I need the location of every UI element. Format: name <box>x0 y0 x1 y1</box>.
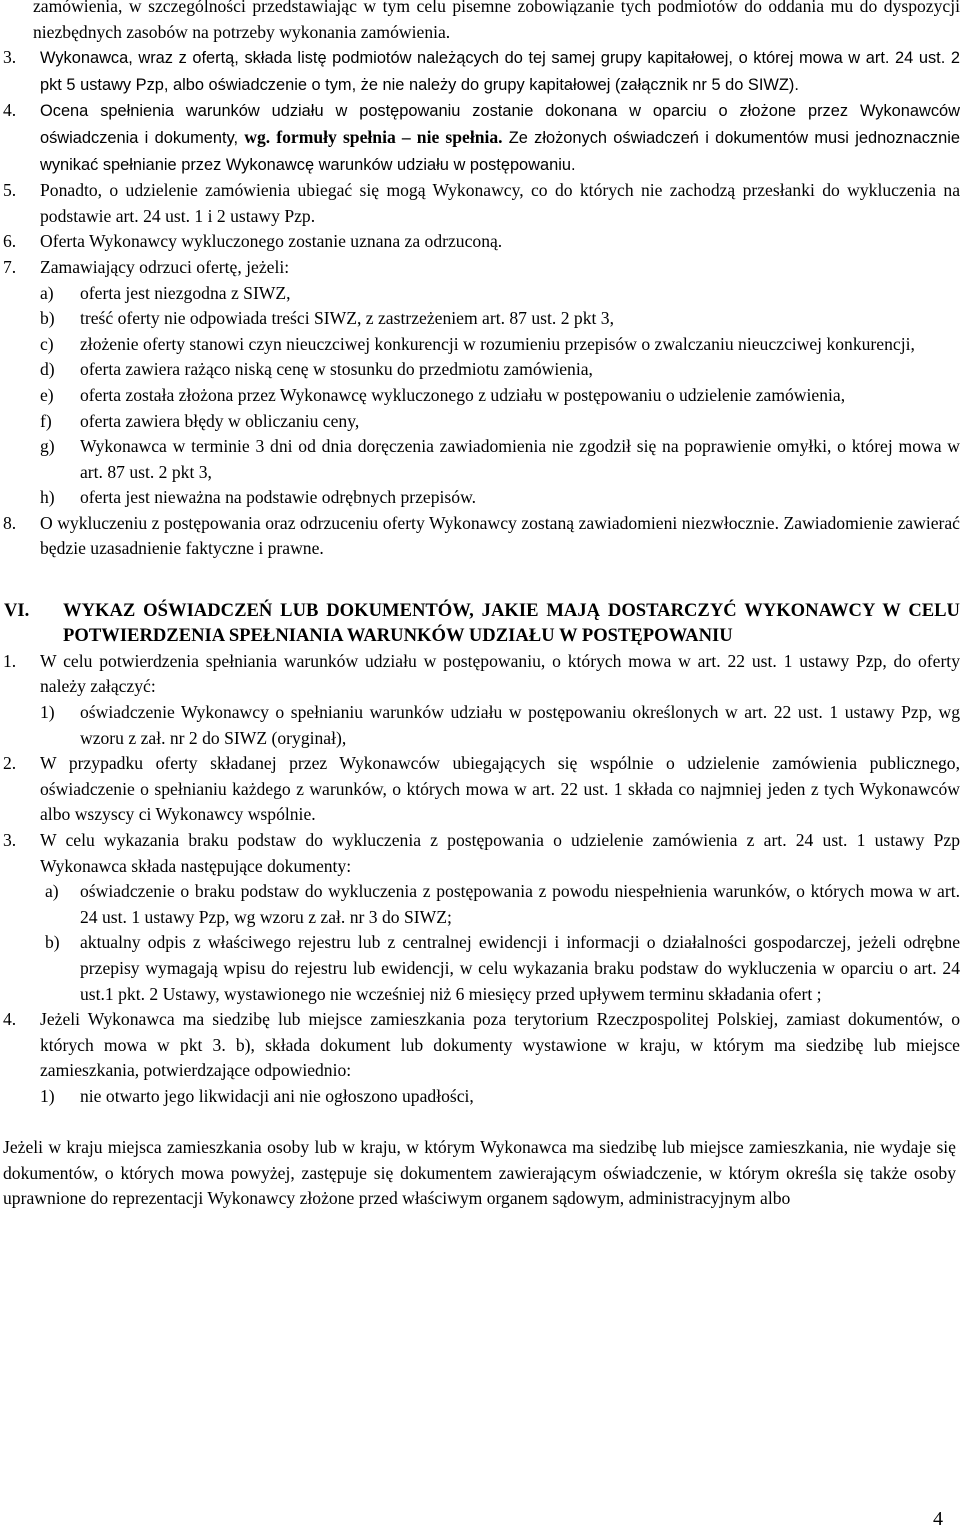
sub-item-d <box>0 357 960 383</box>
sub-item-text: oferta zawiera rażąco niską cenę w stosunku do przedmiotu zamówienia, <box>80 359 593 380</box>
sub-item-c <box>0 332 960 358</box>
item-text: W celu potwierdzenia spełniania warunków udziału w postępowaniu, o których mowa w art. 22 ust. 1 ustawy Pzp, do oferty należy załączyć: <box>40 650 960 697</box>
sub-item-text: oferta została złożona przez Wykonawcę wykluczonego z udziału w postępowaniu o udzielenie zamówienia, <box>80 384 846 405</box>
sub-item-letter: f) <box>40 410 52 431</box>
item-number: 4. <box>3 100 17 121</box>
spacer <box>0 562 960 588</box>
item-text: W celu wykazania braku podstaw do wykluczenia z postępowania o udzielenie zamówienia z art. 24 ust. 1 ustawy Pzp Wykonawca składa następujące dokumenty: <box>40 830 960 876</box>
item-text: Oferta Wykonawcy wykluczonego zostanie uznana za odrzuconą. <box>40 231 503 252</box>
list-item-4 <box>0 98 960 178</box>
sub-item-number: 1) <box>40 1085 55 1106</box>
item-number: 3. <box>3 47 17 68</box>
item-number: 3. <box>3 830 17 850</box>
sub-item-g <box>0 434 960 485</box>
list-item-6 <box>0 229 960 255</box>
section-point-4-sub-1 <box>0 1084 960 1110</box>
sub-item-letter: a) <box>45 881 59 902</box>
sub-item-f <box>0 409 960 435</box>
item-number: 5. <box>3 180 17 201</box>
item-text: Ponadto, o udzielenie zamówienia ubiegać się mogą Wykonawcy, co do których nie zachodzą przesłanki do wykluczenia na podstawie art. 24 ust. 1 i 2 ustawy Pzp. <box>40 180 960 226</box>
text-line: zamówienia, w szczególności przedstawiając w tym celu pisemne zobowiązanie tych podmiotów <box>33 0 738 16</box>
section-title: WYKAZ OŚWIADCZEŃ LUB DOKUMENTÓW, JAKIE MAJĄ DOSTARCZYĆ WYKONAWCY W CELU POTWIERDZENIA SPEŁNIANIA WARUNKÓW UDZIAŁU W POSTĘPOWANIU <box>63 599 960 647</box>
sub-item-text: treść oferty nie odpowiada treści SIWZ, z zastrzeżeniem art. 87 ust. 2 pkt 3, <box>80 308 614 329</box>
item-text: Jeżeli Wykonawca ma siedzibę lub miejsce zamieszkania poza terytorium Rzeczpospolitej Polskiej, zamiast dokumentów, o których mowa w pkt 3. b), składa dokument lub dokumenty wystawione w kraju, w którym ma siedzibę lub miejsce zamieszkania, potwierdzające odpowiednio: <box>40 1009 960 1081</box>
section-point-1 <box>0 649 960 700</box>
item-text: Wykonawca, wraz z ofertą, składa listę podmiotów należących do tej samej grupy kapitałowej, o której mowa w art. 24 ust. 2 pkt 5 ustawy Pzp, albo oświadczenie o tym, że nie należy do grupy kapitałowej (załącznik nr 5 do SIWZ). <box>40 49 960 94</box>
sub-item-text: oferta jest niezgodna z SIWZ, <box>80 282 291 303</box>
item-number: 7. <box>3 256 17 277</box>
list-item-8 <box>0 511 960 562</box>
sub-item-text: oświadczenie Wykonawcy o spełnianiu warunków udziału w postępowaniu określonych w art. 22 ust. 1 ustawy Pzp, wg wzoru z zał. nr 2 do SIWZ (oryginał), <box>80 702 960 748</box>
closing-paragraph: Jeżeli w kraju miejsca zamieszkania osoby lub w kraju, w którym Wykonawca ma siedzibę lub miejsce zamieszkania, nie wydaje się dokumentów, o których mowa powyżej, zastępuje się dokumentem zawierającym oświadczenie, w którym określa się także osoby uprawnione do reprezentacji Wykonawcy złożone przed właściwym organem sądowym, administracyjnym albo <box>3 1137 956 1209</box>
sub-item-letter: b) <box>45 932 60 953</box>
section-point-3-sub-a <box>0 879 960 930</box>
sub-item-text: oferta zawiera błędy w obliczaniu ceny, <box>80 410 360 431</box>
sub-item-b <box>0 306 960 332</box>
sub-item-number: 1) <box>40 702 55 723</box>
page-number: 4 <box>933 1508 943 1531</box>
item-text: Ze złożonych oświadczeń i dokumentów musi jednoznacznie wynikać spełnianie przez Wykonawcę warunków udziału w postępowaniu. <box>40 128 960 174</box>
sub-item-text: oferta jest nieważna na podstawie odrębnych przepisów. <box>80 487 477 508</box>
item-text: O wykluczeniu z postępowania oraz odrzuceniu oferty Wykonawcy zostaną zawiadomieni niezwłocznie. Zawiadomienie zawierać będzie uzasadnienie faktyczne i prawne. <box>40 512 960 559</box>
item-text: Ocena spełnienia warunków udziału w postępowaniu zostanie dokonana w oparciu o złożone przez Wykonawców oświadczenia i dokumenty, <box>40 102 960 147</box>
sub-item-a <box>0 281 960 307</box>
section-point-3 <box>0 828 960 879</box>
item-text: W przypadku oferty składanej przez Wykonawców ubiegających się wspólnie o udzielenie zamówienia publicznego, oświadczenie o spełnianiu każdego z warunków, o których mowa w art. 22 ust. 1 składa co najmniej jeden z tych Wykonawców albo wszyscy ci Wykonawcy wspólnie. <box>40 753 960 825</box>
text-line: do oddania mu do dyspozycji niezbędnych zasobów na potrzeby wykonania zamówienia. <box>33 0 960 42</box>
paragraph-continuation <box>0 0 960 45</box>
section-point-4 <box>0 1007 960 1084</box>
section-point-3-sub-b <box>0 930 960 1007</box>
item-number: 1. <box>3 650 17 671</box>
item-number: 8. <box>3 512 17 533</box>
section-point-2 <box>0 751 960 828</box>
sub-item-text: Wykonawca w terminie 3 dni od dnia doręczenia zawiadomienia nie zgodził się na poprawienie omyłki, o której mowa w art. 87 ust. 2 pkt 3, <box>80 436 960 482</box>
section-number: VI. <box>4 599 30 621</box>
sub-item-text: aktualny odpis z właściwego rejestru lub z centralnej ewidencji i informacji o działalności gospodarczej, jeżeli odrębne przepisy wymagają wpisu do rejestru lub ewidencji, w celu wykazania braku podstaw do wykluczenia w oparciu o art. 24 ust.1 pkt. 2 Ustawy, wystawionego nie wcześniej niż 6 miesięcy przed upływem terminu składania ofert ; <box>80 932 960 1004</box>
sub-item-e <box>0 383 960 409</box>
section-heading <box>0 598 960 649</box>
sub-item-letter: e) <box>40 384 54 405</box>
sub-item-text: oświadczenie o braku podstaw do wykluczenia z postępowania z powodu niespełnienia warunków, o których mowa w art. 24 ust. 1 ustawy Pzp, wg wzoru z zał. nr 3 do SIWZ; <box>80 881 960 927</box>
item-bold-text: wg. formuły spełnia – nie spełnia. <box>244 126 503 147</box>
sub-item-letter: g) <box>40 436 55 457</box>
section-point-1-sub-1 <box>0 700 960 751</box>
sub-item-letter: b) <box>40 308 55 329</box>
item-number: 6. <box>3 231 17 252</box>
item-text: Zamawiający odrzuci ofertę, jeżeli: <box>40 256 290 277</box>
sub-item-letter: c) <box>40 333 54 354</box>
item-number: 2. <box>3 753 17 774</box>
sub-item-text: złożenie oferty stanowi czyn nieuczciwej konkurencji w rozumieniu przepisów o zwalczaniu nieuczciwej konkurencji, <box>80 333 915 354</box>
sub-item-letter: a) <box>40 282 54 303</box>
sub-item-letter: h) <box>40 487 55 508</box>
sub-item-h <box>0 485 960 511</box>
list-item-7 <box>0 255 960 281</box>
spacer <box>0 1110 960 1136</box>
item-number: 4. <box>3 1009 17 1030</box>
sub-item-text: nie otwarto jego likwidacji ani nie ogłoszono upadłości, <box>80 1085 474 1106</box>
sub-item-letter: d) <box>40 359 55 380</box>
list-item-3 <box>0 45 960 98</box>
list-item-5 <box>0 178 960 229</box>
